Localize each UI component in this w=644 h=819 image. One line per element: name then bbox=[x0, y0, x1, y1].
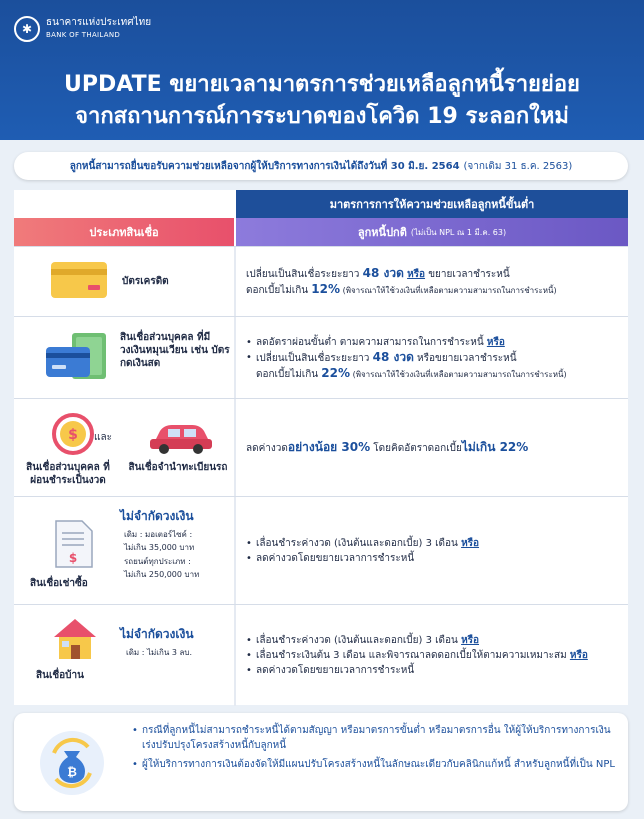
category-housing: สินเชื่อบ้าน bbox=[36, 670, 84, 681]
svg-text:₿: ₿ bbox=[67, 765, 77, 779]
and-label: และ bbox=[94, 432, 112, 443]
table-row-housing bbox=[14, 604, 628, 706]
or-link[interactable]: หรือ bbox=[486, 336, 505, 348]
house-icon bbox=[52, 617, 98, 661]
text: เลื่อนชำระค่างวด (เงินต้นและดอกเบี้ย) 3 เดือน bbox=[256, 538, 462, 549]
footer-notes bbox=[14, 713, 628, 811]
category-personal-revolving: สินเชื่อส่วนบุคคล ที่มีวงเงินหมุนเวียน เช่น บัตรกดเงินสด bbox=[120, 332, 230, 369]
table-header-measures: มาตรการการให้ความช่วยเหลือลูกหนี้ขั้นต่ำ bbox=[236, 190, 628, 218]
text: โดยคิดอัตราดอกเบี้ย bbox=[370, 443, 462, 454]
table-header-loan-type: ประเภทสินเชื่อ bbox=[14, 218, 234, 246]
previous-limit-text: ไม่เกิน 250,000 บาท bbox=[124, 570, 200, 579]
category-credit-card: บัตรเครดิต bbox=[122, 276, 169, 287]
category-car-title: สินเชื่อจำนำทะเบียนรถ bbox=[128, 462, 228, 473]
page-title-line1: UPDATE ขยายเวลามาตรการช่วยเหลือลูกหนี้รายย่อย bbox=[64, 72, 580, 97]
text: (พิจารณาให้ใช้วงเงินที่เหลือตามความสามารถในการชำระหนี้) bbox=[340, 286, 557, 295]
highlight-48-installments: 48 งวด bbox=[362, 266, 404, 280]
bitcoin-bag-icon bbox=[40, 731, 104, 795]
text: ดอกเบี้ยไม่เกิน bbox=[256, 368, 322, 380]
normal-debtor-label: ลูกหนี้ปกติ bbox=[357, 226, 407, 239]
text: ลดอัตราผ่อนขั้นต่ำ ตามความสามารถในการชำระหนี้ bbox=[256, 336, 487, 348]
measures-table bbox=[14, 190, 628, 705]
or-link[interactable]: หรือ bbox=[461, 538, 480, 549]
deadline-text: ลูกหนี้สามารถยื่นขอรับความช่วยเหลือจากผู้ให้บริการทางการเงินได้ถึงวันที่ 30 มิ.ย. 2564 bbox=[69, 160, 460, 172]
highlight-interest-rate: ไม่เกิน 22% bbox=[461, 440, 529, 454]
deadline-note: (จากเดิม 31 ธ.ค. 2563) bbox=[463, 160, 573, 172]
recurring-payment-icon bbox=[50, 411, 96, 457]
or-link[interactable]: หรือ bbox=[461, 635, 480, 646]
car-icon bbox=[148, 417, 214, 455]
text: ลดค่างวดโดยขยายเวลาการชำระหนี้ bbox=[256, 665, 415, 676]
previous-limit-text: เดิม : มอเตอร์ไซค์ : bbox=[124, 530, 193, 539]
debt-restructure-icon bbox=[40, 731, 104, 795]
highlight-48-installments: 48 งวด bbox=[372, 349, 414, 364]
text: เปลี่ยนเป็นสินเชื่อระยะยาว bbox=[256, 352, 373, 364]
text: เลื่อนชำระค่างวด (เงินต้นและดอกเบี้ย) 3 เดือน bbox=[256, 635, 462, 646]
table-row-hire-purchase bbox=[14, 496, 628, 605]
unlimited-amount-label: ไม่จำกัดวงเงิน bbox=[120, 627, 194, 641]
logo-english-text: BANK OF THAILAND bbox=[46, 31, 121, 39]
table-row-installment-car bbox=[14, 398, 628, 497]
footer-bullet-1: • กรณีที่ลูกหนี้ไม่สามารถชำระหนี้ได้ตามสัญญา หรือมาตรการขั้นต่ำ หรือมาตรการอื่น ให้ผู้ให้บริการทางการเงินเร่งปรับปรุงโครงสร้างหนี้กับลูกหนี้ bbox=[132, 723, 618, 753]
text: เลื่อนชำระเงินต้น 3 เดือน และพิจารณาลดดอกเบี้ยให้ตามความเหมาะสม bbox=[256, 650, 570, 661]
page-header bbox=[0, 0, 644, 140]
text: ลดค่างวด bbox=[246, 443, 288, 454]
or-link[interactable]: หรือ bbox=[569, 650, 588, 661]
footer-bullet-2: • ผู้ให้บริการทางการเงินต้องจัดให้มีแผนปรับโครงสร้างหนี้ในลักษณะเดียวกับคลินิกแก้หนี้ สำหรับลูกหนี้ที่เป็น NPL bbox=[132, 757, 618, 772]
card-and-cash-icon bbox=[44, 331, 110, 385]
text: ดอกเบี้ยไม่เกิน bbox=[246, 285, 312, 296]
highlight-interest-rate: 22% bbox=[321, 365, 351, 380]
unlimited-amount-label: ไม่จำกัดวงเงิน bbox=[120, 509, 194, 523]
text: (พิจารณาให้ใช้วงเงินที่เหลือตามความสามารถในการชำระหนี้) bbox=[350, 369, 567, 379]
previous-limit-text: รถยนต์ทุกประเภท : bbox=[124, 557, 191, 566]
table-row-personal-revolving bbox=[14, 316, 628, 399]
category-installment-personal: สินเชื่อส่วนบุคคล ที่ผ่อนชำระเป็นงวด bbox=[26, 462, 110, 486]
category-hire-purchase: สินเชื่อเช่าซื้อ bbox=[30, 578, 88, 589]
credit-card-icon bbox=[50, 261, 108, 299]
bot-logo bbox=[14, 16, 151, 42]
text: เปลี่ยนเป็นสินเชื่อระยะยาว bbox=[246, 269, 363, 280]
previous-limit-text: เดิม : ไม่เกิน 3 ลบ. bbox=[126, 648, 193, 657]
normal-debtor-note: (ไม่เป็น NPL ณ 1 มี.ค. 63) bbox=[410, 227, 507, 237]
or-link[interactable]: หรือ bbox=[407, 269, 426, 280]
table-header-normal-debtor bbox=[236, 218, 628, 246]
table-row-credit-card bbox=[14, 246, 628, 317]
text: ขยายเวลาชำระหนี้ bbox=[425, 269, 510, 280]
bot-emblem-icon: ✱ bbox=[14, 16, 40, 42]
text: หรือขยายเวลาชำระหนี้ bbox=[413, 352, 517, 364]
contract-document-icon bbox=[54, 519, 94, 569]
highlight-reduction: อย่างน้อย 30% bbox=[287, 440, 371, 454]
previous-limit-text: ไม่เกิน 35,000 บาท bbox=[124, 543, 195, 552]
deadline-banner bbox=[14, 152, 628, 180]
page-title-line2: จากสถานการณ์การระบาดของโควิด 19 ระลอกใหม่ bbox=[75, 104, 569, 129]
svg-text:$: $ bbox=[68, 427, 78, 443]
highlight-interest-rate: 12% bbox=[311, 282, 341, 296]
svg-text:$: $ bbox=[68, 551, 78, 565]
text: ลดค่างวดโดยขยายเวลาการชำระหนี้ bbox=[256, 553, 415, 564]
logo-thai-text: ธนาคารแห่งประเทศไทย bbox=[46, 17, 152, 28]
